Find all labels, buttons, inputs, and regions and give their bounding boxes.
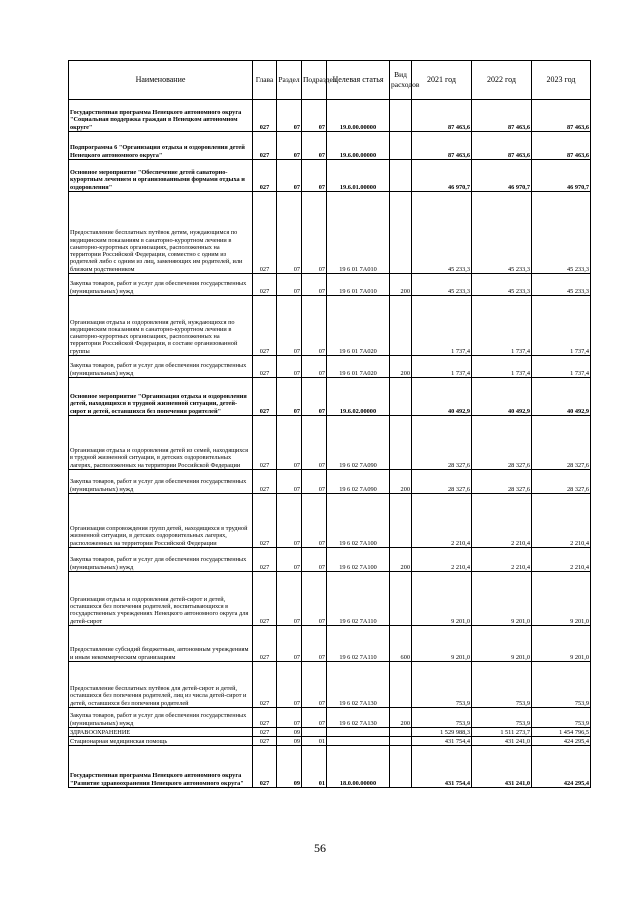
cell-v2: 1 737,4 xyxy=(472,296,532,356)
cell-sub: 07 xyxy=(302,494,327,548)
cell-name: Государственная программа Ненецкого автономного округа "Социальная поддержка граждан в Ненецком автономном округе" xyxy=(69,100,253,132)
cell-target: 19 6 02 7А130 xyxy=(327,708,390,728)
cell-v2: 431 241,0 xyxy=(472,746,532,788)
cell-vr: 200 xyxy=(390,548,412,572)
cell-v3: 45 233,3 xyxy=(532,192,591,274)
cell-vr: 600 xyxy=(390,626,412,662)
cell-v1: 9 201,0 xyxy=(412,572,472,626)
cell-vr: 200 xyxy=(390,470,412,494)
cell-target: 19 6 01 7А020 xyxy=(327,356,390,378)
cell-ch: 027 xyxy=(253,662,277,708)
cell-sec: 09 xyxy=(277,728,302,737)
cell-sub: 07 xyxy=(302,662,327,708)
cell-vr: 200 xyxy=(390,274,412,296)
cell-v3: 28 327,6 xyxy=(532,416,591,470)
cell-v3: 424 295,4 xyxy=(532,746,591,788)
table-row xyxy=(69,494,591,548)
cell-sub: 07 xyxy=(302,100,327,132)
cell-vr xyxy=(390,416,412,470)
cell-sub: 07 xyxy=(302,470,327,494)
cell-sec: 07 xyxy=(277,356,302,378)
table-row xyxy=(69,296,591,356)
cell-name: Организация отдыха и оздоровления детей-сирот и детей, оставшихся без попечения родителей, воспитывающихся в государственных учреждениях Ненецкого автономного округа для детей-сирот xyxy=(69,572,253,626)
cell-v1: 2 210,4 xyxy=(412,548,472,572)
cell-v3: 2 210,4 xyxy=(532,548,591,572)
cell-v2: 1 737,4 xyxy=(472,356,532,378)
cell-v2: 28 327,6 xyxy=(472,416,532,470)
cell-v1: 87 463,6 xyxy=(412,100,472,132)
cell-target: 19 6 02 7А100 xyxy=(327,548,390,572)
cell-v2: 45 233,3 xyxy=(472,274,532,296)
cell-v1: 431 754,4 xyxy=(412,737,472,746)
cell-v1: 28 327,6 xyxy=(412,470,472,494)
cell-vr xyxy=(390,662,412,708)
table-row xyxy=(69,416,591,470)
cell-v3: 753,9 xyxy=(532,662,591,708)
cell-v1: 45 233,3 xyxy=(412,274,472,296)
cell-v3: 46 970,7 xyxy=(532,160,591,192)
cell-sec: 07 xyxy=(277,572,302,626)
cell-sec: 07 xyxy=(277,100,302,132)
cell-sub: 01 xyxy=(302,737,327,746)
cell-v3: 87 463,6 xyxy=(532,100,591,132)
table-row xyxy=(69,160,591,192)
cell-sub: 07 xyxy=(302,192,327,274)
cell-vr: 200 xyxy=(390,708,412,728)
cell-v2: 2 210,4 xyxy=(472,494,532,548)
cell-ch: 027 xyxy=(253,160,277,192)
cell-ch: 027 xyxy=(253,494,277,548)
cell-name: Государственная программа Ненецкого автономного округа "Развитие здравоохранения Ненецкого автономного округа" xyxy=(69,746,253,788)
cell-vr xyxy=(390,296,412,356)
cell-vr xyxy=(390,746,412,788)
table-row xyxy=(69,662,591,708)
cell-sub: 07 xyxy=(302,548,327,572)
table-row xyxy=(69,132,591,160)
cell-name: Закупка товаров, работ и услуг для обеспечения государственных (муниципальных) нужд xyxy=(69,708,253,728)
cell-v3: 1 737,4 xyxy=(532,356,591,378)
cell-target: 19 6 02 7А110 xyxy=(327,626,390,662)
cell-v3: 9 201,0 xyxy=(532,626,591,662)
cell-ch: 027 xyxy=(253,132,277,160)
cell-v2: 45 233,3 xyxy=(472,192,532,274)
cell-vr xyxy=(390,728,412,737)
cell-ch: 027 xyxy=(253,708,277,728)
header-2023: 2023 год xyxy=(532,61,591,100)
header-exp-type: Вид расходов xyxy=(390,61,412,100)
cell-v3: 2 210,4 xyxy=(532,494,591,548)
cell-v2: 9 201,0 xyxy=(472,572,532,626)
table-row xyxy=(69,356,591,378)
cell-vr xyxy=(390,494,412,548)
cell-v3: 40 492,9 xyxy=(532,378,591,416)
header-2021: 2021 год xyxy=(412,61,472,100)
cell-v2: 753,9 xyxy=(472,662,532,708)
table-row xyxy=(69,746,591,788)
cell-name: Основное мероприятие "Организация отдыха и оздоровления детей, находящихся в трудной жизненной ситуации, детей-сирот и детей, оставшихся без попечения родителей" xyxy=(69,378,253,416)
cell-v1: 9 201,0 xyxy=(412,626,472,662)
header-subsection: Подраздел xyxy=(302,61,327,100)
cell-name: Организация отдыха и оздоровления детей, нуждающихся по медицинским показаниям в санаторно-курортном лечении в санаторно-курортных организациях, расположенных на территории Российской Федерации, в составе организованной группы xyxy=(69,296,253,356)
table-row xyxy=(69,572,591,626)
header-target: Целевая статья xyxy=(327,61,390,100)
cell-v1: 87 463,6 xyxy=(412,132,472,160)
cell-v2: 28 327,6 xyxy=(472,470,532,494)
cell-vr xyxy=(390,132,412,160)
cell-vr xyxy=(390,100,412,132)
cell-name: Закупка товаров, работ и услуг для обеспечения государственных (муниципальных) нужд xyxy=(69,356,253,378)
cell-name: Стационарная медицинская помощь xyxy=(69,737,253,746)
cell-sec: 07 xyxy=(277,494,302,548)
cell-v1: 753,9 xyxy=(412,708,472,728)
table-row xyxy=(69,626,591,662)
cell-sub: 07 xyxy=(302,572,327,626)
table-row xyxy=(69,708,591,728)
cell-ch: 027 xyxy=(253,192,277,274)
cell-target xyxy=(327,737,390,746)
table-header-row xyxy=(69,61,591,100)
cell-ch: 027 xyxy=(253,274,277,296)
table-row xyxy=(69,378,591,416)
cell-v2: 40 492,9 xyxy=(472,378,532,416)
cell-v1: 1 529 988,3 xyxy=(412,728,472,737)
cell-vr: 200 xyxy=(390,356,412,378)
cell-v1: 753,9 xyxy=(412,662,472,708)
table-row xyxy=(69,470,591,494)
cell-sec: 07 xyxy=(277,296,302,356)
cell-name: Подпрограмма 6 "Организация отдыха и оздоровления детей Ненецкого автономного округа" xyxy=(69,132,253,160)
cell-sec: 09 xyxy=(277,746,302,788)
cell-sec: 07 xyxy=(277,662,302,708)
cell-sec: 07 xyxy=(277,416,302,470)
cell-v1: 28 327,6 xyxy=(412,416,472,470)
cell-ch: 027 xyxy=(253,728,277,737)
cell-vr xyxy=(390,160,412,192)
cell-sub: 07 xyxy=(302,626,327,662)
cell-v1: 1 737,4 xyxy=(412,356,472,378)
cell-v1: 2 210,4 xyxy=(412,494,472,548)
cell-v3: 1 737,4 xyxy=(532,296,591,356)
budget-table xyxy=(68,60,591,788)
cell-sec: 07 xyxy=(277,548,302,572)
cell-v1: 431 754,4 xyxy=(412,746,472,788)
cell-v1: 1 737,4 xyxy=(412,296,472,356)
budget-table-page xyxy=(68,60,590,788)
cell-name: Организация сопровождения групп детей, находящихся в трудной жизненной ситуации, в детских оздоровительных лагерях, расположенных на территории Российской Федерации xyxy=(69,494,253,548)
cell-target: 19.6.02.00000 xyxy=(327,378,390,416)
cell-sub: 07 xyxy=(302,708,327,728)
cell-v3: 1 454 796,5 xyxy=(532,728,591,737)
cell-sec: 07 xyxy=(277,626,302,662)
cell-sub: 07 xyxy=(302,274,327,296)
cell-target: 19.6.00.00000 xyxy=(327,132,390,160)
cell-target: 19 6 02 7А130 xyxy=(327,662,390,708)
cell-vr xyxy=(390,378,412,416)
cell-target: 19 6 02 7А090 xyxy=(327,416,390,470)
cell-name: Предоставление бесплатных путёвок детям, нуждающимся по медицинским показаниям в санаторно-курортном лечении в санаторно-курортных организациях, расположенных на территории Российской Федерации, совместно с одним из родителей либо с одним из лиц, заменяющих им родителей, или близким родственником xyxy=(69,192,253,274)
cell-v2: 753,9 xyxy=(472,708,532,728)
cell-name: Предоставление бесплатных путёвок для детей-сирот и детей, оставшихся без попечения родителей, лиц из числа детей-сирот и детей, оставшихся без попечения родителей xyxy=(69,662,253,708)
cell-ch: 027 xyxy=(253,356,277,378)
cell-sec: 07 xyxy=(277,192,302,274)
table-row xyxy=(69,192,591,274)
cell-v2: 2 210,4 xyxy=(472,548,532,572)
cell-v3: 45 233,3 xyxy=(532,274,591,296)
cell-sub: 07 xyxy=(302,160,327,192)
table-row xyxy=(69,548,591,572)
cell-ch: 027 xyxy=(253,548,277,572)
cell-ch: 027 xyxy=(253,737,277,746)
cell-target: 19 6 02 7А110 xyxy=(327,572,390,626)
cell-name: ЗДРАВООХРАНЕНИЕ xyxy=(69,728,253,737)
page-number: 56 xyxy=(314,841,326,855)
cell-sub: 07 xyxy=(302,416,327,470)
cell-v2: 46 970,7 xyxy=(472,160,532,192)
table-row xyxy=(69,737,591,746)
cell-sec: 07 xyxy=(277,160,302,192)
cell-ch: 027 xyxy=(253,626,277,662)
cell-v1: 46 970,7 xyxy=(412,160,472,192)
cell-ch: 027 xyxy=(253,416,277,470)
cell-ch: 027 xyxy=(253,470,277,494)
cell-sub: 07 xyxy=(302,132,327,160)
cell-target xyxy=(327,728,390,737)
cell-target: 19.0.00.00000 xyxy=(327,100,390,132)
cell-target: 19.6.01.00000 xyxy=(327,160,390,192)
cell-name: Основное мероприятие "Обеспечение детей санаторно-курортным лечением и организованными формами отдыха и оздоровления" xyxy=(69,160,253,192)
table-body xyxy=(69,100,591,788)
cell-sec: 07 xyxy=(277,708,302,728)
cell-target: 19 6 02 7А090 xyxy=(327,470,390,494)
table-row xyxy=(69,728,591,737)
cell-ch: 027 xyxy=(253,746,277,788)
cell-sub: 07 xyxy=(302,356,327,378)
cell-sec: 07 xyxy=(277,378,302,416)
cell-vr xyxy=(390,572,412,626)
cell-ch: 027 xyxy=(253,296,277,356)
cell-v2: 431 241,0 xyxy=(472,737,532,746)
cell-v2: 9 201,0 xyxy=(472,626,532,662)
cell-target: 19 6 01 7А010 xyxy=(327,274,390,296)
cell-name: Предоставление субсидий бюджетным, автономным учреждениям и иным некоммерческим организациям xyxy=(69,626,253,662)
cell-name: Закупка товаров, работ и услуг для обеспечения государственных (муниципальных) нужд xyxy=(69,548,253,572)
cell-vr xyxy=(390,737,412,746)
cell-target: 18.0.00.00000 xyxy=(327,746,390,788)
cell-v3: 87 463,6 xyxy=(532,132,591,160)
header-chapter: Глава xyxy=(253,61,277,100)
cell-sec: 09 xyxy=(277,737,302,746)
cell-v3: 9 201,0 xyxy=(532,572,591,626)
cell-v1: 40 492,9 xyxy=(412,378,472,416)
cell-sec: 07 xyxy=(277,274,302,296)
cell-name: Закупка товаров, работ и услуг для обеспечения государственных (муниципальных) нужд xyxy=(69,470,253,494)
header-section: Раздел xyxy=(277,61,302,100)
cell-v2: 87 463,6 xyxy=(472,132,532,160)
cell-sub: 07 xyxy=(302,378,327,416)
cell-v1: 45 233,3 xyxy=(412,192,472,274)
cell-v2: 1 511 273,7 xyxy=(472,728,532,737)
header-name: Наименование xyxy=(69,61,253,100)
cell-sub: 01 xyxy=(302,746,327,788)
cell-sub xyxy=(302,728,327,737)
cell-sec: 07 xyxy=(277,132,302,160)
header-2022: 2022 год xyxy=(472,61,532,100)
cell-v3: 424 295,4 xyxy=(532,737,591,746)
cell-name: Организация отдыха и оздоровления детей из семей, находящихся в трудной жизненной ситуации, в детских оздоровительных лагерях, расположенных на территории Российской Федерации xyxy=(69,416,253,470)
cell-vr xyxy=(390,192,412,274)
cell-v3: 753,9 xyxy=(532,708,591,728)
cell-sub: 07 xyxy=(302,296,327,356)
table-row xyxy=(69,100,591,132)
cell-target: 19 6 01 7А020 xyxy=(327,296,390,356)
cell-v3: 28 327,6 xyxy=(532,470,591,494)
cell-ch: 027 xyxy=(253,572,277,626)
cell-name: Закупка товаров, работ и услуг для обеспечения государственных (муниципальных) нужд xyxy=(69,274,253,296)
cell-target: 19 6 02 7А100 xyxy=(327,494,390,548)
table-row xyxy=(69,274,591,296)
cell-ch: 027 xyxy=(253,378,277,416)
cell-target: 19 6 01 7А010 xyxy=(327,192,390,274)
cell-v2: 87 463,6 xyxy=(472,100,532,132)
cell-sec: 07 xyxy=(277,470,302,494)
cell-ch: 027 xyxy=(253,100,277,132)
